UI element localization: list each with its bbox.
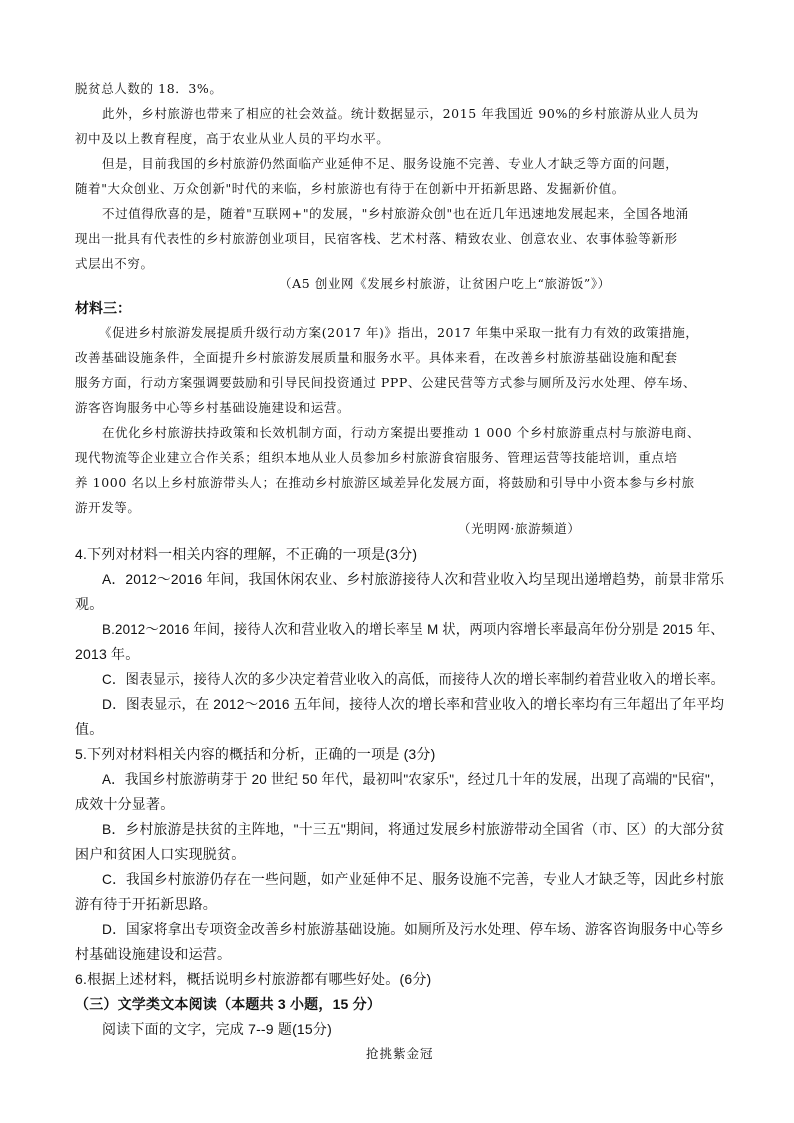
story-title: 抢挑紫金冠 — [366, 1046, 434, 1061]
material3-line-2: 改善基础设施条件，全面提升乡村旅游发展质量和服务水平。具体来看，在改善乡村旅游基础设施和配套 — [75, 350, 678, 365]
material3-line-7: 养 1000 名以上乡村旅游带头人；在推动乡村旅游区域差异化发展方面，将鼓励和引导中小资本参与乡村旅 — [75, 475, 695, 490]
question-4-stem: 4.下列对材料一相关内容的理解，不正确的一项是(3分) — [75, 546, 418, 562]
question-5-option-c: C．我国乡村旅游仍存在一些问题，如产业延伸不足、服务设施不完善，专业人才缺乏等，因此乡村旅 — [102, 871, 725, 887]
material2-line-3: 初中及以上教育程度，高于农业从业人员的平均水平。 — [75, 131, 390, 146]
material2-line-5: 随着"大众创业、万众创新"时代的来临，乡村旅游也有待于在创新中开拓新思路、发掘新价值。 — [75, 181, 625, 196]
question-5-option-c-cont: 游有待于开拓新思路。 — [75, 896, 217, 912]
material3-line-1: 《促进乡村旅游发展提质升级行动方案(2017 年)》指出，2017 年集中采取一批有力有效的政策措施， — [99, 325, 699, 340]
question-4-option-b: B.2012～2016 年间，接待人次和营业收入的增长率呈 M 状，两项内容增长率最高年份分别是 2015 年、 — [102, 621, 724, 637]
question-4-option-d-cont: 值。 — [75, 721, 104, 737]
material2-line-8: 式层出不穷。 — [75, 256, 154, 271]
section-3-heading: （三）文学类文本阅读（本题共 3 小题，15 分） — [75, 996, 382, 1012]
material2-line-1: 脱贫总人数的 18．3%。 — [75, 81, 223, 96]
question-5-option-d: D．国家将拿出专项资金改善乡村旅游基础设施。如厕所及污水处理、停车场、游客咨询服务中心等乡 — [102, 921, 725, 937]
material3-line-4: 游客咨询服务中心等乡村基础设施建设和运营。 — [75, 400, 351, 415]
section-3-instruction: 阅读下面的文字，完成 7--9 题(15分) — [102, 1021, 332, 1037]
question-5-option-b: B．乡村旅游是扶贫的主阵地，"十三五"期间，将通过发展乡村旅游带动全国省（市、区）的大部分贫 — [102, 821, 725, 837]
material3-line-6: 现代物流等企业建立合作关系；组织本地从业人员参加乡村旅游食宿服务、管理运营等技能培训，重点培 — [75, 450, 678, 465]
question-4-option-a: A．2012～2016 年间，我国休闲农业、乡村旅游接待人次和营业收入均呈现出递增趋势，前景非常乐 — [102, 571, 725, 587]
material3-title: 材料三： — [75, 300, 131, 316]
material3-source: （光明网·旅游频道） — [458, 521, 581, 536]
question-4-option-b-cont: 2013 年。 — [75, 646, 140, 662]
material3-line-3: 服务方面，行动方案强调要鼓励和引导民间投资通过 PPP、公建民营等方式参与厕所及污水处理、停车场、 — [75, 375, 697, 390]
material2-line-6: 不过值得欣喜的是，随着"互联网+"的发展，"乡村旅游众创"也在近几年迅速地发展起来，全国各地涌 — [102, 206, 689, 221]
question-4-option-a-cont: 观。 — [75, 596, 104, 612]
question-5-stem: 5.下列对材料相关内容的概括和分析，正确的一项是 (3分) — [75, 746, 436, 762]
question-5-option-d-cont: 村基础设施建设和运营。 — [75, 946, 232, 962]
material3-line-5: 在优化乡村旅游扶持政策和长效机制方面，行动方案提出要推动 1 000 个乡村旅游重点村与旅游电商、 — [102, 425, 701, 440]
material2-source: （A5 创业网《发展乡村旅游，让贫困户吃上“旅游饭”》） — [279, 276, 611, 291]
question-6-stem: 6.根据上述材料，概括说明乡村旅游都有哪些好处。(6分) — [75, 971, 432, 987]
question-5-option-b-cont: 困户和贫困人口实现脱贫。 — [75, 846, 246, 862]
material3-line-8: 游开发等。 — [75, 500, 141, 515]
material2-line-7: 现出一批具有代表性的乡村旅游创业项目，民宿客栈、艺术村落、精致农业、创意农业、农事体验等新形 — [75, 231, 678, 246]
question-5-option-a: A．我国乡村旅游萌芽于 20 世纪 50 年代，最初叫"农家乐"，经过几十年的发展，出现了高端的"民宿"， — [102, 771, 724, 787]
material2-line-4: 但是，目前我国的乡村旅游仍然面临产业延伸不足、服务设施不完善、专业人才缺乏等方面的问题， — [102, 156, 679, 171]
question-5-option-a-cont: 成效十分显著。 — [75, 796, 175, 812]
material2-line-2: 此外，乡村旅游也带来了相应的社会效益。统计数据显示，2015 年我国近 90%的乡村旅游从业人员为 — [102, 106, 699, 121]
question-4-option-d: D．图表显示，在 2012～2016 五年间，接待人次的增长率和营业收入的增长率均有三年超出了年平均 — [102, 696, 725, 712]
question-4-option-c: C．图表显示，接待人次的多少决定着营业收入的高低，而接待人次的增长率制约着营业收入的增长率。 — [102, 671, 725, 687]
